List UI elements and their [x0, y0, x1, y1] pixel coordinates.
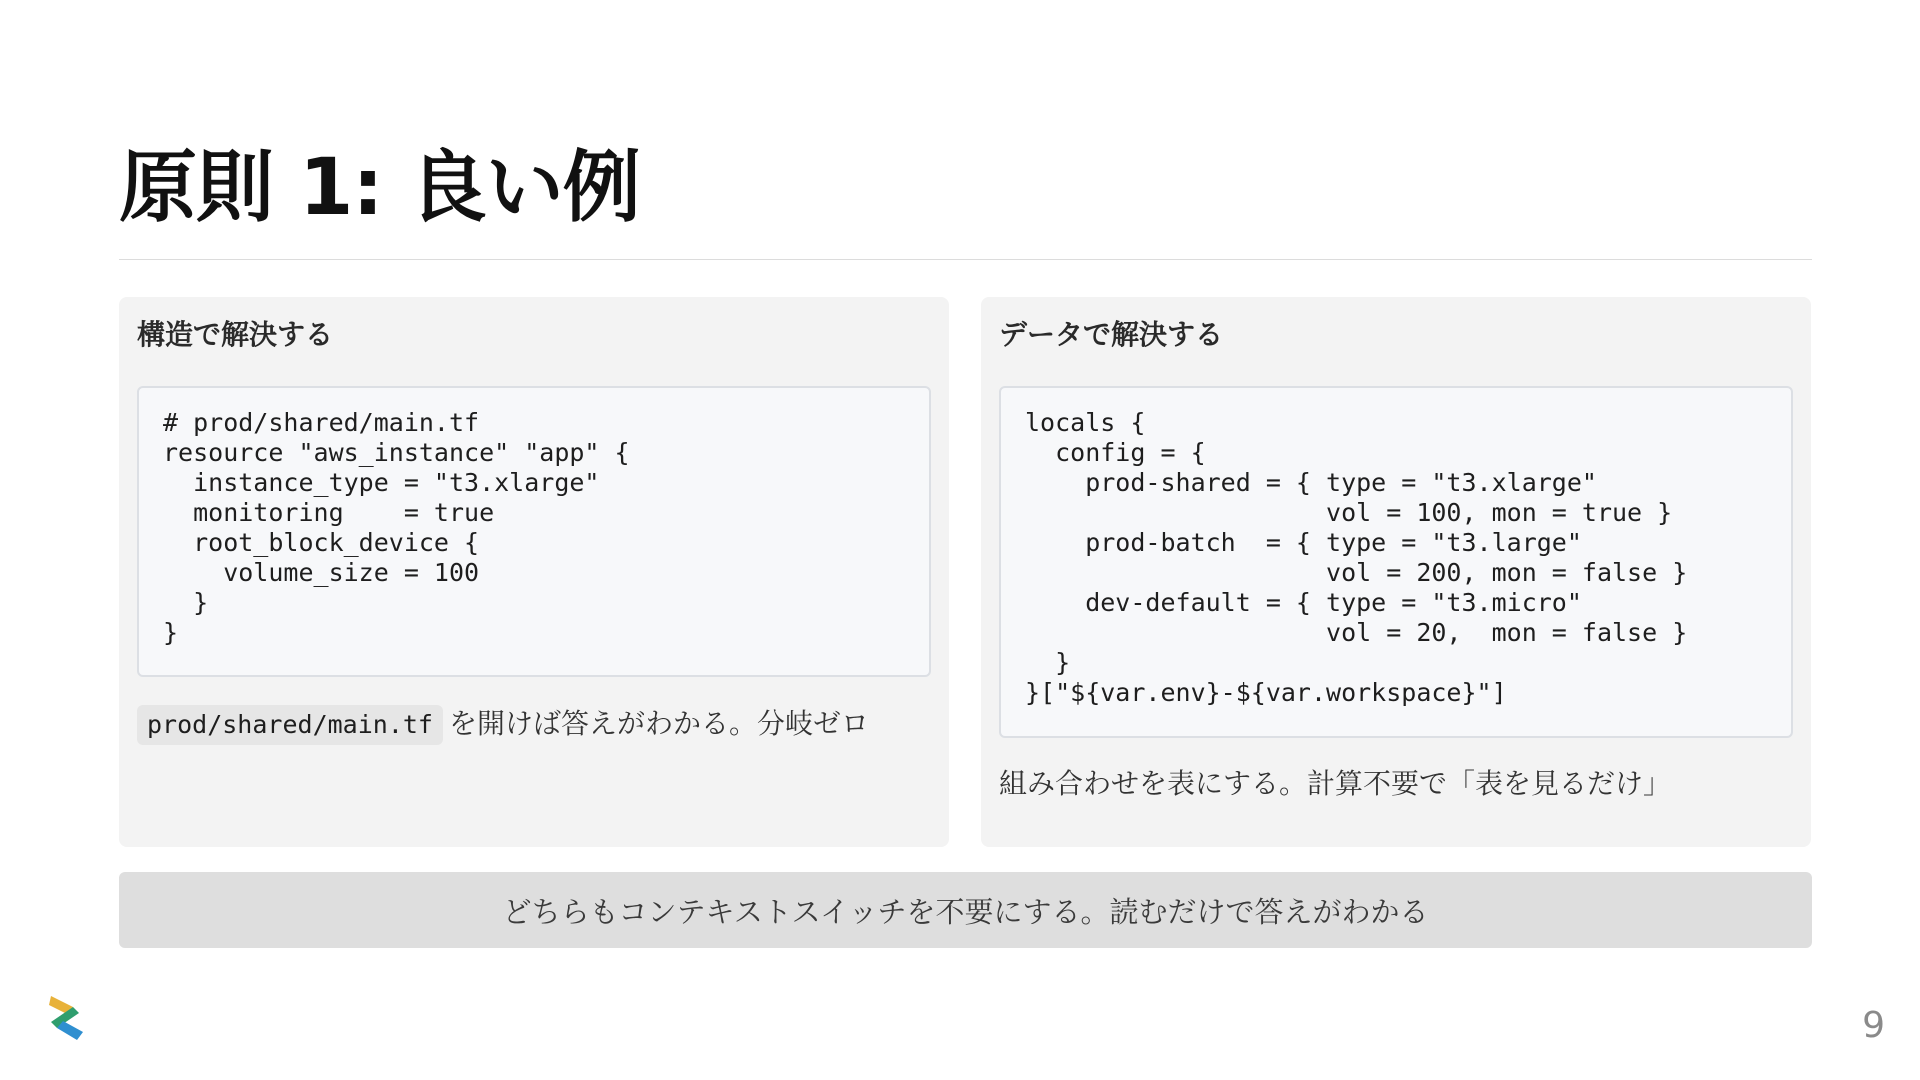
summary-text: どちらもコンテキストスイッチを不要にする。読むだけで答えがわかる	[502, 894, 1429, 929]
logo-bottom-stroke	[57, 1021, 83, 1040]
stacked-chevrons-logo-icon	[45, 990, 91, 1044]
left-panel-heading: 構造で解決する	[137, 318, 334, 351]
slide-title: 原則 1: 良い例	[119, 143, 640, 233]
caption-inline-code: prod/shared/main.tf	[137, 705, 443, 745]
left-code-block	[137, 386, 931, 677]
right-code-block	[999, 386, 1793, 738]
page-number: 9	[1862, 1005, 1885, 1046]
left-caption-text: を開けば答えがわかる。分岐ゼロ	[448, 707, 869, 740]
right-panel-caption: 組み合わせを表にする。計算不要で「表を見るだけ」	[999, 767, 1672, 800]
summary-bar	[119, 872, 1812, 948]
left-panel	[119, 297, 949, 847]
left-panel-caption	[137, 704, 869, 745]
right-code-text: locals { config = { prod-shared = { type = "t3.xlarge" vol = 100, mon = true } prod-batch = { type = "t3.large" vol = 200, mon = false } dev-default = { type = "t3.micro" vol = 20, mon = false } } }["${var.env}-${var.workspace}"]	[1025, 408, 1688, 707]
title-divider	[119, 259, 1812, 260]
right-panel-heading: データで解決する	[999, 318, 1224, 351]
right-panel	[981, 297, 1811, 847]
left-code-text: # prod/shared/main.tf resource "aws_instance" "app" { instance_type = "t3.xlarge" monitoring = true root_block_device { volume_size = 100 } }	[163, 408, 630, 647]
